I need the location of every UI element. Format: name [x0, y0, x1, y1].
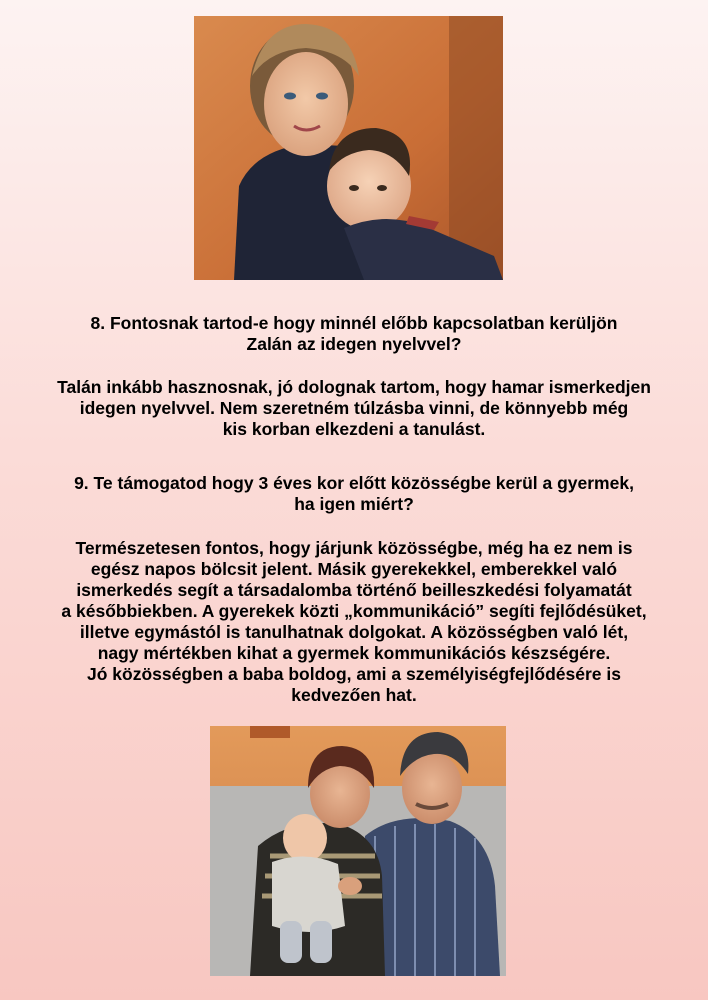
answer-8-line: kis korban elkezdeni a tanulást.	[222, 419, 486, 439]
answer-9-line: illetve egymástól is tanulhatnak dolgokat. A közösségben való lét,	[79, 622, 629, 642]
grandparents-and-baby-illustration	[210, 726, 506, 976]
answer-8	[20, 377, 688, 440]
mother-and-baby-illustration	[194, 16, 503, 280]
question-9-line-2: ha igen miért?	[294, 494, 414, 514]
question-8	[20, 313, 688, 355]
answer-9-line: egész napos bölcsit jelent. Másik gyerekekkel, emberekkel való	[90, 559, 618, 579]
question-9	[20, 473, 688, 515]
answer-8-line: idegen nyelvvel. Nem szeretném túlzásba vinni, de könnyebb még	[79, 398, 629, 418]
answer-9-line: Jó közösségben a baba boldog, ami a személyiségfejlődésére is	[87, 664, 621, 684]
mother-and-baby-photo	[194, 16, 503, 280]
answer-9	[20, 538, 688, 706]
question-9-line-1: 9. Te támogatod hogy 3 éves kor előtt közösségbe kerül a gyermek,	[74, 473, 634, 493]
question-8-line-1: 8. Fontosnak tartod-e hogy minnél előbb kapcsolatban kerüljön	[90, 313, 618, 333]
answer-9-line: nagy mértékben kihat a gyermek kommunikációs készségére.	[97, 643, 611, 663]
grandparents-and-baby-photo	[210, 726, 506, 976]
answer-9-line: Természetesen fontos, hogy járjunk közösségbe, még ha ez nem is	[75, 538, 633, 558]
answer-9-line: a későbbiekben. A gyerekek közti „kommunikáció” segíti fejlődésüket,	[61, 601, 647, 621]
answer-9-line: ismerkedés segít a társadalomba történő beilleszkedési folyamatát	[76, 580, 632, 600]
answer-8-line: Talán inkább hasznosnak, jó dolognak tartom, hogy hamar ismerkedjen	[57, 377, 651, 397]
answer-9-line: kedvezően hat.	[291, 685, 417, 705]
question-8-line-2: Zalán az idegen nyelvvel?	[246, 334, 462, 354]
